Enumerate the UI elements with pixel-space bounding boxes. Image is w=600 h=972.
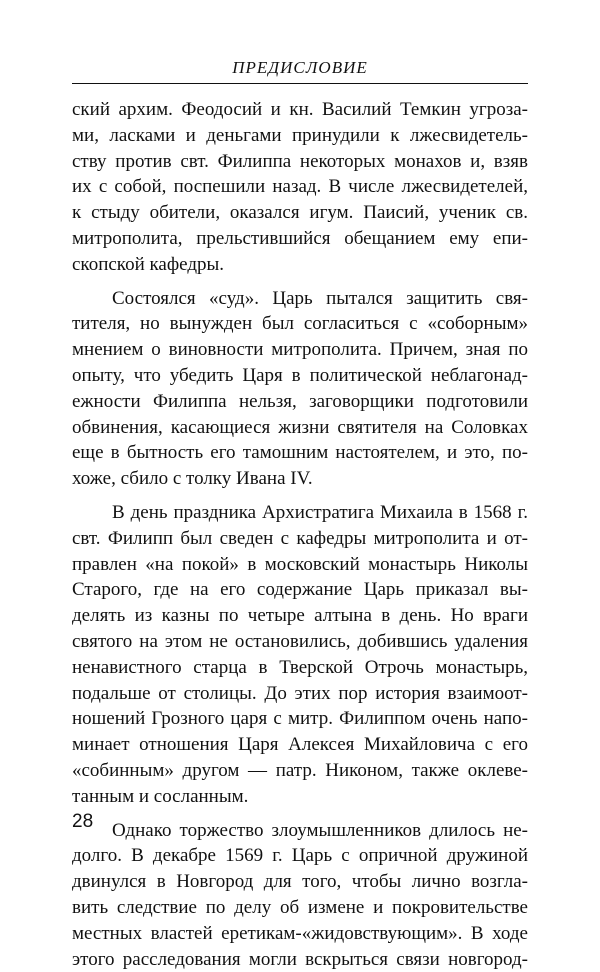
- text-line: этого расследования могли вскрыться связи новгород-: [72, 947, 528, 972]
- text-line: мнением о виновности митрополита. Причем, зная по: [72, 337, 528, 363]
- text-line: ми, ласками и деньгами принудили к лжесвидетель-: [72, 123, 528, 149]
- text-line: ский архим. Феодосий и кн. Василий Темкин угроза-: [72, 97, 528, 123]
- text-line: местных властей еретикам-«жидовствующим». В ходе: [72, 921, 528, 947]
- text-line: обвинения, касающиеся жизни святителя на Соловках: [72, 415, 528, 441]
- text-line: делять из казны по четыре алтына в день. Но враги: [72, 603, 528, 629]
- text-line: минает отношения Царя Алексея Михайловича с его: [72, 732, 528, 758]
- text-line: хоже, сбило с толку Ивана IV.: [72, 466, 528, 492]
- text-line: ежности Филиппа нельзя, заговорщики подготовили: [72, 389, 528, 415]
- text-line: святого на этом не остановились, добившись удаления: [72, 629, 528, 655]
- text-line: ношений Грозного царя с митр. Филиппом очень напо-: [72, 706, 528, 732]
- text-line: долго. В декабре 1569 г. Царь с опричной дружиной: [72, 843, 528, 869]
- text-line: вить следствие по делу об измене и покровительстве: [72, 895, 528, 921]
- text-line: их с собой, поспешили назад. В числе лжесвидетелей,: [72, 174, 528, 200]
- text-line: свт. Филипп был сведен с кафедры митрополита и от-: [72, 526, 528, 552]
- text-line: Состоялся «суд». Царь пытался защитить свя-: [72, 286, 528, 312]
- text-line: тителя, но вынужден был согласиться с «соборным»: [72, 311, 528, 337]
- text-line: к стыду обители, оказался игум. Паисий, ученик св.: [72, 200, 528, 226]
- page-number: 28: [72, 811, 93, 833]
- text-line: скопской кафедры.: [72, 252, 528, 278]
- paragraph: [72, 500, 528, 810]
- paragraph: [72, 286, 528, 492]
- text-line: В день праздника Архистратига Михаила в 1568 г.: [72, 500, 528, 526]
- text-line: правлен «на покой» в московский монастырь Николы: [72, 552, 528, 578]
- text-line: подальше от столицы. До этих пор история взаимоот-: [72, 681, 528, 707]
- paragraph: [72, 97, 528, 278]
- text-line: ству против свт. Филиппа некоторых монахов и, взяв: [72, 149, 528, 175]
- body-text: [72, 97, 528, 972]
- paragraph: [72, 818, 528, 972]
- text-line: танным и сосланным.: [72, 784, 528, 810]
- text-line: опыту, что убедить Царя в политической неблагонад-: [72, 363, 528, 389]
- text-line: Однако торжество злоумышленников длилось не-: [72, 818, 528, 844]
- text-line: митрополита, прельстившийся обещанием ему епи-: [72, 226, 528, 252]
- text-line: «собинным» другом — патр. Никоном, также оклеве-: [72, 758, 528, 784]
- running-header: ПРЕДИСЛОВИЕ: [72, 58, 528, 78]
- text-line: двинулся в Новгород для того, чтобы лично возгла-: [72, 869, 528, 895]
- text-line: Старого, где на его содержание Царь приказал вы-: [72, 577, 528, 603]
- header-rule: [72, 83, 528, 84]
- text-line: ненавистного старца в Тверской Отрочь монастырь,: [72, 655, 528, 681]
- text-line: еще в бытность его тамошним настоятелем, и это, по-: [72, 440, 528, 466]
